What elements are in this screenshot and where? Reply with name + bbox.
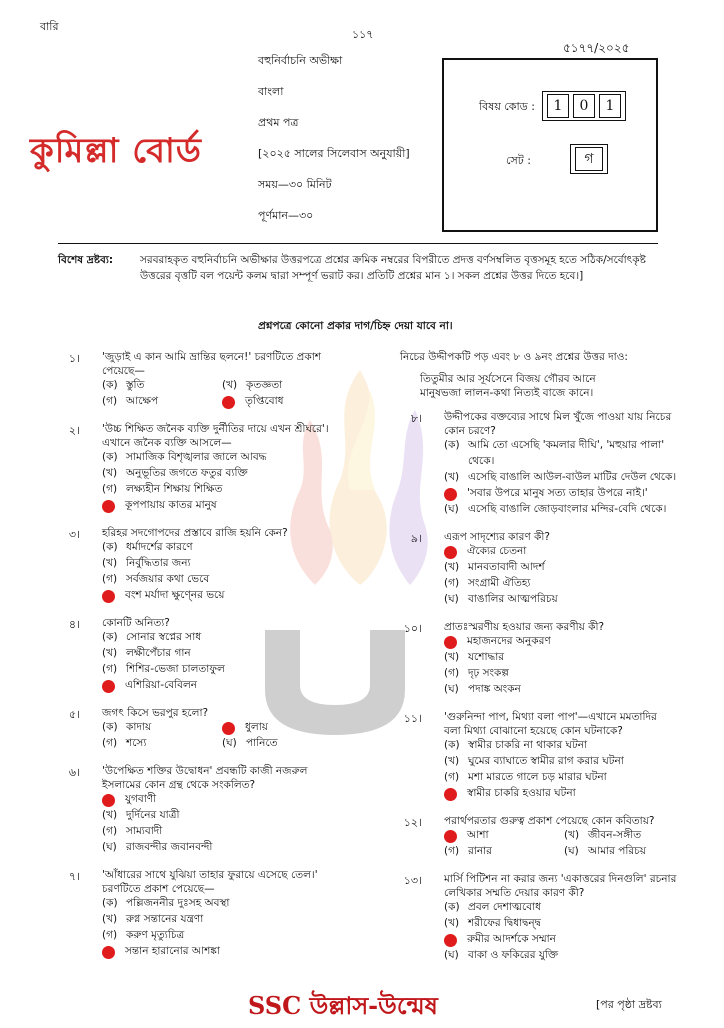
question-block	[58, 764, 358, 856]
option-label: (খ)	[444, 560, 460, 573]
option-label: (খ)	[102, 466, 118, 479]
exam-time: সময়—৩০ মিনিট	[258, 178, 332, 191]
question-block	[400, 814, 700, 860]
option-text: সাম্যবাদী	[126, 824, 163, 837]
answer-option[interactable]	[444, 470, 700, 486]
exam-marks: পূর্ণমান—৩০	[258, 209, 314, 222]
question-number: ২।	[68, 424, 80, 437]
exam-subject: বাংলা	[258, 85, 284, 98]
question-number: ১১।	[403, 712, 422, 725]
question-block	[58, 526, 358, 604]
option-label: (ঘ)	[564, 844, 579, 857]
option-text: আমি তো এসেছি 'কমলার দীঘি', 'মহুয়ার পালা'	[468, 438, 665, 451]
notice-text: সরবরাহকৃত বহুনির্বাচনি অভীক্ষার উত্তরপত্রে প্রশ্নের ক্রমিক নম্বরের বিপরীতে প্রদত্ত বর্ণসম্বলিত বৃত্তসমূহ হতে সঠিক/সর্বোৎকৃষ্ট উত্তরের বৃত্তটি বল পয়েন্ট কলম দ্বারা সম্পূর্ণ ভরাট কর। প্রতিটি প্রশ্নের মান ১। সকল প্রশ্নের উত্তর দিতে হবে।]	[140, 254, 646, 282]
answer-option[interactable]	[102, 840, 358, 856]
question-text: মার্সি পিটিশন না করার জন্য 'একাত্তরের দিনগুলি' রচনার	[444, 873, 677, 885]
question-text: বলা মিথ্যা বোঝানো হয়েছে কোন ঘটনাকে?	[444, 725, 623, 737]
answer-option[interactable]	[444, 486, 700, 502]
options	[102, 720, 358, 752]
answer-option[interactable]	[102, 498, 358, 514]
question-number: ১।	[68, 352, 80, 365]
exam-type: বহুনির্বাচনি অভীক্ষা	[258, 54, 343, 67]
option-label: (খ)	[444, 650, 460, 663]
option-label: (গ)	[102, 736, 118, 749]
answer-option[interactable]	[444, 828, 564, 844]
answer-option[interactable]	[444, 454, 700, 470]
option-text: নির্বুদ্ধিতার জন্য	[126, 556, 191, 569]
answer-option[interactable]	[222, 394, 362, 410]
question-block	[58, 868, 358, 960]
option-text: অনুভূতির জগতে ফতুর ব্যক্তি	[126, 466, 248, 479]
option-text: ঐক্যের চেতনা	[467, 544, 527, 557]
option-text: সংগ্রামী ঐতিহ্য	[468, 576, 531, 589]
answer-option[interactable]	[102, 928, 358, 944]
question-text: কোনটি অনিত্য?	[102, 617, 170, 629]
answer-option[interactable]	[444, 770, 700, 786]
question-text: পরার্থপরতার গুরুত্ব প্রকাশ পেয়েছে কোন কবিতায়?	[444, 815, 655, 827]
option-text: লক্ষীপেঁচার গান	[126, 646, 191, 659]
answer-option[interactable]	[102, 466, 358, 482]
option-label: (ঘ)	[444, 682, 459, 695]
answer-option[interactable]	[444, 438, 700, 454]
question-number: ৩।	[68, 528, 80, 541]
answer-option[interactable]	[102, 646, 358, 662]
option-label: (ঘ)	[222, 736, 237, 749]
answer-option[interactable]	[444, 900, 700, 916]
answer-option[interactable]	[444, 650, 700, 666]
option-text: স্তুতি	[126, 378, 145, 391]
question-number: ৭।	[68, 870, 80, 883]
answer-option[interactable]	[102, 662, 358, 678]
options	[444, 544, 700, 608]
question-block	[400, 872, 700, 964]
question-block	[400, 620, 700, 698]
option-text: শিশির-ভেজা চালতাফুল	[126, 662, 225, 675]
option-text: সন্তান হারানোর আশঙ্কা	[125, 944, 220, 957]
question-text: উদ্দীপকের বক্তব্যের সাথে মিল খুঁজে পাওয়া যায় নিচের	[444, 411, 672, 423]
answer-option[interactable]	[102, 896, 358, 912]
option-label: (ক)	[102, 896, 118, 909]
question-text: এখানে জনৈক ব্যক্তি আসলে—	[102, 437, 232, 449]
question-text: ইসলামের কোন গ্রন্থ থেকে সংকলিত?	[102, 779, 256, 791]
question-number: ১০।	[403, 622, 422, 635]
option-text: আমার পরিচয়	[588, 844, 646, 857]
answer-option[interactable]	[444, 592, 700, 608]
option-label: (ঘ)	[444, 502, 459, 515]
answer-option[interactable]	[102, 482, 358, 498]
option-text: ধর্মাদর্শের কারণে	[126, 540, 193, 553]
options	[444, 438, 700, 518]
question-text: এরূপ সাদৃশ্যের কারণ কী?	[444, 531, 550, 543]
option-text: এশিরিয়া-বেবিলন	[125, 678, 198, 691]
option-text: রুমীর আদর্শকে সম্মান	[467, 932, 556, 945]
answer-option[interactable]	[444, 948, 700, 964]
option-text: সামাজিক বিশৃঙ্খলার জালে আবদ্ধ	[126, 450, 267, 463]
exam-paper: প্রথম পত্র	[258, 116, 299, 129]
option-text: পদাঙ্ক অংকন	[468, 682, 521, 695]
answer-option[interactable]	[444, 786, 700, 802]
option-label: (গ)	[102, 824, 118, 837]
answer-option[interactable]	[222, 720, 362, 736]
right-column	[400, 350, 700, 964]
option-label: (গ)	[102, 394, 118, 407]
question-block	[58, 616, 358, 694]
option-label: (খ)	[102, 646, 118, 659]
question-number: ৬।	[68, 766, 80, 779]
option-label: (গ)	[102, 662, 118, 675]
answer-option[interactable]	[444, 932, 700, 948]
options	[102, 378, 358, 410]
filled-bubble-icon	[444, 934, 457, 947]
answer-option[interactable]	[444, 916, 700, 932]
stimulus-line: মানুষভজা লালন-কথা নিত্যই বাজে কানে।	[420, 387, 594, 399]
option-text: ঘুমের ব্যাঘাতে স্বামীর রাগ করার ঘটনা	[468, 754, 624, 767]
question-text: 'জুড়াই এ কান আমি ভ্রান্তির ছলনে!' চরণটিতে প্রকাশ	[102, 351, 321, 363]
answer-option[interactable]	[444, 576, 700, 592]
question-text: 'উচ্চ শিক্ষিত জনৈক ব্যক্তি দুর্নীতির দায়ে এখন শ্রীঘরে'।	[102, 423, 329, 435]
option-text: 'সবার উপরে মানুষ সত্য তাহার উপরে নাই।'	[467, 486, 648, 499]
question-number: ৮।	[410, 412, 422, 425]
option-text: শরীফের দ্বিধাদ্বন্দ্ব	[468, 916, 541, 929]
answer-option[interactable]	[444, 682, 700, 698]
code-digit: 0	[573, 94, 595, 118]
question-number: ৫।	[68, 708, 80, 721]
answer-option[interactable]	[444, 844, 564, 860]
question-text: চরণটিতে প্রকাশ পেয়েছে—	[102, 883, 215, 895]
filled-bubble-icon	[444, 636, 457, 649]
option-label: (খ)	[444, 754, 460, 767]
set-label: সেট :	[506, 154, 531, 167]
options	[102, 792, 358, 856]
filled-bubble-icon	[444, 830, 457, 843]
answer-option[interactable]	[222, 378, 362, 394]
answer-option[interactable]	[102, 808, 358, 824]
option-text: পল্লিজননীর দুঃসহ অবস্থা	[126, 896, 230, 909]
answer-option[interactable]	[102, 572, 358, 588]
option-label: (গ)	[444, 666, 460, 679]
option-text: রানার	[468, 844, 492, 857]
option-text: বংশ মর্যাদা ক্ষুণ্নের ভয়ে	[125, 588, 225, 601]
filled-bubble-icon	[444, 546, 457, 559]
code-digit: 1	[599, 94, 621, 118]
question-block	[400, 410, 700, 518]
answer-option[interactable]	[102, 450, 358, 466]
left-column	[58, 350, 358, 960]
option-text: সর্বজয়ার কথা ভেবে	[126, 572, 210, 585]
option-label: (খ)	[102, 912, 118, 925]
options	[102, 540, 358, 604]
option-label: (গ)	[444, 576, 460, 589]
filled-bubble-icon	[102, 794, 115, 807]
corner-label: বারি	[40, 20, 59, 33]
options	[444, 738, 700, 802]
exam-syllabus: [২০২৫ সালের সিলেবাস অনুযায়ী]	[258, 147, 410, 160]
option-text: রুগ্ন সন্তানের যন্ত্রণা	[126, 912, 204, 925]
option-text: শস্যে	[126, 736, 147, 749]
subject-code-label: বিষয় কোড :	[479, 100, 535, 113]
subject-code-digits	[542, 91, 626, 121]
question-text: 'গুরুনিন্দা পাপ, মিথ্যা বলা পাপ'—এখানে মমতাদির	[444, 711, 657, 723]
filled-bubble-icon	[102, 680, 115, 693]
question-text: প্রাতঃস্মরণীয় হওয়ার জন্য করণীয় কী?	[444, 621, 605, 633]
option-text: করুণ মৃত্যুচিত্র	[126, 928, 185, 941]
next-page-note: [পর পৃষ্ঠা দ্রষ্টব্য	[596, 998, 662, 1011]
question-number: ১৩।	[403, 874, 422, 887]
set-value: গ	[575, 147, 603, 171]
answer-option[interactable]	[444, 560, 700, 576]
answer-option[interactable]	[102, 792, 358, 808]
option-text: এসেছি বাঙালি আউল-বাউল মাটির দেউল থেকে।	[468, 470, 677, 483]
page-code: ১১৭	[352, 28, 374, 41]
option-text: কাদায়	[126, 720, 152, 733]
option-label: (খ)	[564, 828, 580, 841]
option-text: মহাজনদের অনুকরণ	[467, 634, 551, 647]
question-text: 'উপেক্ষিত শক্তির উদ্বোধন' প্রবন্ধটি কাজী নজরুল	[102, 765, 308, 777]
option-label: (ক)	[102, 450, 118, 463]
option-label: (খ)	[444, 916, 460, 929]
option-label: (খ)	[102, 556, 118, 569]
answer-option[interactable]	[102, 556, 358, 572]
answer-option[interactable]	[444, 502, 700, 518]
answer-option[interactable]	[222, 736, 362, 752]
filled-bubble-icon	[444, 788, 457, 801]
question-text: কোন চরণে?	[444, 425, 496, 437]
question-number: ১২।	[403, 816, 422, 829]
option-text: জীবন-সঙ্গীত	[588, 828, 642, 841]
option-text: যশোদ্ধার	[468, 650, 505, 663]
option-label: (খ)	[444, 470, 460, 483]
exam-info	[258, 52, 410, 238]
filled-bubble-icon	[102, 500, 115, 513]
option-label: (গ)	[102, 482, 118, 495]
option-label: (গ)	[444, 770, 460, 783]
option-label: (ঘ)	[444, 948, 459, 961]
answer-option[interactable]	[102, 912, 358, 928]
option-text: পানিতে	[246, 736, 278, 749]
option-label: (ক)	[102, 378, 118, 391]
board-title: কুমিল্লা বোর্ড	[30, 131, 202, 171]
option-text: প্রবল দেশাত্মবোধ	[468, 900, 541, 913]
filled-bubble-icon	[102, 946, 115, 959]
notice-label: বিশেষ দ্রষ্টব্য:	[58, 254, 114, 266]
option-text: দুর্দিনের যাত্রী	[126, 808, 180, 821]
question-text: 'আঁধারের সাথে যুঝিয়া তাহার ফুরায়ে এসেছে তেল।'	[102, 869, 318, 881]
option-text: ধুলায়	[245, 720, 268, 733]
answer-option[interactable]	[564, 828, 704, 844]
option-text: রাজবন্দীর জবানবন্দী	[126, 840, 213, 853]
option-text: আশা	[467, 828, 489, 841]
options	[444, 900, 700, 964]
option-text: মশা মারতে গালে চড় মারার ঘটনা	[468, 770, 607, 783]
option-text: কূপপায়ায় কাতর মানুষ	[125, 498, 217, 511]
answer-option[interactable]	[102, 588, 358, 604]
answer-option[interactable]	[102, 944, 358, 960]
footer-title: SSC উল্লাস-উন্মেষ	[248, 991, 438, 1020]
answer-option[interactable]	[102, 540, 358, 556]
question-block	[400, 530, 700, 608]
answer-option[interactable]	[102, 736, 222, 752]
option-label: (ক)	[444, 438, 460, 451]
option-label: (ক)	[102, 540, 118, 553]
option-text: স্বামীর চাকরি না থাকার ঘটনা	[468, 738, 588, 751]
filled-bubble-icon	[222, 722, 235, 735]
option-label: (খ)	[222, 378, 238, 391]
answer-option[interactable]	[444, 666, 700, 682]
option-text: থেকে।	[468, 454, 495, 467]
question-text: লেখিকার সম্মতি দেয়ার কারণ কী?	[444, 887, 585, 899]
options	[102, 630, 358, 694]
question-block	[58, 350, 358, 410]
stimulus-line: তিতুমীর আর সূর্যসেনে বিজয় গৌরব আনে	[420, 373, 596, 385]
answer-option[interactable]	[102, 678, 358, 694]
option-label: (ক)	[102, 720, 118, 733]
option-text: স্বামীর চাকরি হওয়ার ঘটনা	[467, 786, 576, 799]
options	[444, 828, 700, 860]
question-number: ৯।	[410, 532, 422, 545]
option-text: বাঙালির আত্মপরিচয়	[468, 592, 558, 605]
option-text: যুগবাণী	[125, 792, 157, 805]
question-block	[400, 710, 700, 802]
option-text: কৃতজ্ঞতা	[246, 378, 283, 391]
answer-option[interactable]	[444, 634, 700, 650]
filled-bubble-icon	[222, 396, 235, 409]
question-block	[58, 706, 358, 752]
option-text: দৃঢ় সংকল্প	[468, 666, 509, 679]
options	[102, 896, 358, 960]
answer-option[interactable]	[102, 630, 358, 646]
option-text: বাকা ও ফকিরের যুক্তি	[468, 948, 559, 961]
answer-option[interactable]	[444, 738, 700, 754]
filled-bubble-icon	[444, 488, 457, 501]
option-text: সোনার স্বপ্নের সাধ	[126, 630, 202, 643]
option-text: লক্ষ্যহীন শিক্ষায় শিক্ষিত	[126, 482, 223, 495]
option-text: আক্ষেপ	[126, 394, 159, 407]
option-label: (ঘ)	[102, 840, 117, 853]
answer-option[interactable]	[444, 754, 700, 770]
option-label: (গ)	[102, 572, 118, 585]
stimulus-intro: নিচের উদ্দীপকটি পড় এবং ৮ ও ৯নং প্রশ্নের উত্তর দাও:	[400, 351, 628, 363]
answer-option[interactable]	[102, 394, 222, 410]
option-label: (খ)	[102, 808, 118, 821]
option-text: মানবতাবাদী আদর্শ	[468, 560, 545, 573]
options	[102, 450, 358, 514]
option-label: (ক)	[444, 900, 460, 913]
no-mark-warning: প্রশ্নপত্রে কোনো প্রকার দাগ/চিহ্ন দেয়া যাবে না।	[258, 320, 453, 332]
question-text: পেয়েছে—	[102, 365, 145, 377]
option-label: (গ)	[102, 928, 118, 941]
code-digit: 1	[547, 94, 569, 118]
serial-number: ৫১৭৭/২০২৫	[563, 41, 630, 55]
question-text: জগৎ কিসে ভরপুর হলো?	[102, 707, 209, 719]
code-box	[442, 58, 658, 232]
option-text: এসেছি বাঙালি জোড়বাংলার মন্দির-বেদি থেকে।	[468, 502, 667, 515]
option-text: তৃপ্তিবোধ	[245, 394, 284, 407]
divider	[58, 243, 658, 244]
option-label: (ক)	[444, 738, 460, 751]
answer-option[interactable]	[102, 720, 222, 736]
answer-option[interactable]	[564, 844, 704, 860]
option-label: (ক)	[102, 630, 118, 643]
answer-option[interactable]	[102, 824, 358, 840]
answer-option[interactable]	[444, 544, 700, 560]
option-label: (ঘ)	[444, 592, 459, 605]
filled-bubble-icon	[102, 590, 115, 603]
question-block	[58, 422, 358, 514]
set-box	[570, 144, 608, 174]
options	[444, 634, 700, 698]
question-number: ৪।	[68, 618, 80, 631]
answer-option[interactable]	[102, 378, 222, 394]
question-text: হরিহর সদগোপদের প্রস্তাবে রাজি হয়নি কেন?	[102, 527, 288, 539]
option-label: (গ)	[444, 844, 460, 857]
